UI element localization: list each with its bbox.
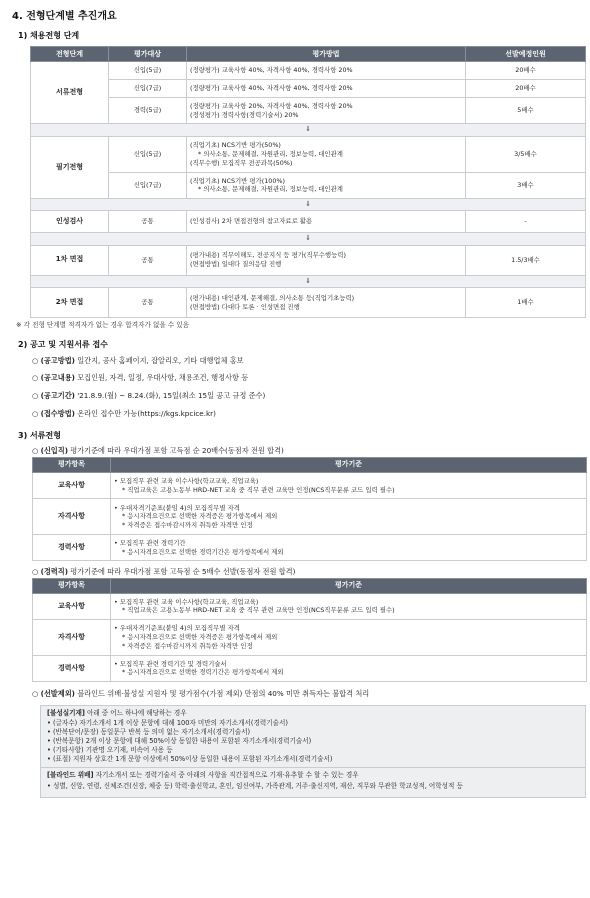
criteria-item: 자격사항 bbox=[33, 499, 111, 535]
stage-method: (평가내용) 직무이해도, 전공지식 등 평가(직무수행능력) (면접방법) 일대다 질의응답 진행 bbox=[187, 245, 466, 275]
arrow-down-icon: ⇓ bbox=[31, 233, 586, 245]
table-row bbox=[33, 655, 587, 681]
notice-item: ○ (접수방법) 온라인 접수만 가능(https://kgs.kpcice.kr) bbox=[32, 408, 216, 418]
stage-label: 서류전형 bbox=[31, 62, 109, 124]
table-row bbox=[33, 593, 587, 619]
criteria-item: 자격사항 bbox=[33, 619, 111, 655]
section-heading-stages: 1) 채용전형 단계 bbox=[18, 30, 80, 40]
criteria-item: 교육사항 bbox=[33, 593, 111, 619]
criteria-table-new bbox=[32, 457, 587, 561]
stage-label: 2차 면접 bbox=[31, 288, 109, 318]
table-row bbox=[31, 288, 586, 318]
table-row bbox=[31, 211, 586, 233]
table-row bbox=[33, 473, 587, 499]
criteria-text: • 모집직무 관련 경력기간 * 응시자격요건으로 선택한 경력기간은 평가항목에서 제외 bbox=[111, 535, 587, 561]
table-row bbox=[31, 136, 586, 172]
stage-count: - bbox=[466, 211, 586, 233]
criteria-item: 경력사항 bbox=[33, 655, 111, 681]
insincere-section: [불성실기재] 아래 중 어느 하나에 해당하는 경우 • (글자수) 자기소개서 1개 이상 문항에 대해 100자 미만의 자기소개서(경력기술서) • (반복단어/문장) 동일문구 반복 등 의미 없는 자기소개서(경력기술서) • (반복문항) 2개 이상 문항에 대해 50%이상 동일한 내용이 포함된 자기소개서(경력기술서) • (기타사항) 기관명 오기재, 비속어 사용 등 • (표절) 지원자 상호간 1개 문항 이상에서 50%이상 동일한 내용이 포함된 자기소개서(경력기술서) bbox=[47, 708, 333, 764]
stage-method: (평가내용) 대인관계, 문제해결, 의사소통 등(직업기초능력) (면접방법) 다대다 토론 · 인성면접 진행 bbox=[187, 288, 466, 318]
notice-item: ○ (공고기간) '21.8.9.(월) ~ 8.24.(화), 15일(최소 15일 공고 규정 준수) bbox=[32, 391, 266, 401]
criteria-table-exp bbox=[32, 578, 587, 682]
criteria-text: • 우대자격기준표(붙임 4)의 모집직무별 자격 * 응시자격요건으로 선택한 자격증은 평가항목에서 제외 * 자격증은 접수마감시까지 취득한 자격만 인정 bbox=[111, 619, 587, 655]
criteria-text: • 우대자격기준표(붙임 4)의 모집직무별 자격 * 응시자격요건으로 선택한 자격증은 평가항목에서 제외 * 자격증은 접수마감시까지 취득한 자격만 인정 bbox=[111, 499, 587, 535]
criteria-intro-exp: ○ (경력직) 평가기준에 따라 우대가점 포함 고득점 순 5배수 선발(동점자 전원 합격) bbox=[32, 567, 296, 577]
col-header: 평가방법 bbox=[187, 47, 466, 62]
criteria-text: • 모집직무 관련 교육 이수사항(학교교육, 직업교육) * 직업교육은 고용노동부 HRD-NET 교육 중 직무 관련 교육만 인정(NCS직무분류 코드 입력 필수) bbox=[111, 593, 587, 619]
notice-item: ○ (공고내용) 모집인원, 자격, 일정, 우대사항, 채용조건, 행정사항 등 bbox=[32, 373, 249, 383]
col-header: 평가대상 bbox=[109, 47, 187, 62]
blind-section: [블라인드 위배] 자기소개서 또는 경력기술서 중 아래의 사항을 직간접적으로 기재·유추할 수 할 수 있는 경우 • 성별, 신앙, 연령, 신체조건(신장, 체중 등) 학력·출신학교, 혼인, 임신여부, 가족관계, 거주·출신지역, 재산, 직무와 무관한 학교성적, 어학성적 등 bbox=[47, 770, 463, 790]
stage-method: (정량평가) 교육사항 20%, 자격사항 40%, 경력사항 20% (정성평가) 경력사항(경력기술서) 20% bbox=[187, 98, 466, 124]
table-row bbox=[31, 80, 586, 98]
stage-target: 신입(7급) bbox=[109, 80, 187, 98]
stage-label: 필기전형 bbox=[31, 136, 109, 198]
col-header: 평가항목 bbox=[33, 458, 111, 473]
stage-target: 공통 bbox=[109, 211, 187, 233]
stage-table bbox=[30, 46, 586, 318]
stage-target: 경력(5급) bbox=[109, 98, 187, 124]
criteria-text: • 모집직무 관련 경력기간 및 경력기술서 * 응시자격요건으로 선택한 경력기간은 평가항목에서 제외 bbox=[111, 655, 587, 681]
stage-target: 공통 bbox=[109, 245, 187, 275]
stage-count: 1배수 bbox=[466, 288, 586, 318]
table-row bbox=[31, 172, 586, 198]
stage-method: (직업기초) NCS기반 평가(50%) * 의사소통, 문제해결, 자원관리, 정보능력, 대인관계 (직무수행) 모집직무 전공과목(50%) bbox=[187, 136, 466, 172]
stage-target: 신입(5급) bbox=[109, 136, 187, 172]
stage-method: (직업기초) NCS기반 평가(100%) * 의사소통, 문제해결, 자원관리, 정보능력, 대인관계 bbox=[187, 172, 466, 198]
stage-target: 신입(5급) bbox=[109, 62, 187, 80]
stage-target: 공통 bbox=[109, 288, 187, 318]
stage-method: (정량평가) 교육사항 40%, 자격사항 40%, 경력사항 20% bbox=[187, 80, 466, 98]
exclusion-box bbox=[40, 705, 586, 798]
stage-count: 5배수 bbox=[466, 98, 586, 124]
exclude-rule: ○ (선발제외) 블라인드 위배·불성실 지원자 및 평가점수(가점 제외) 만점의 40% 미만 취득자는 불합격 처리 bbox=[32, 688, 370, 698]
stage-count: 20배수 bbox=[466, 80, 586, 98]
stage-target: 신입(7급) bbox=[109, 172, 187, 198]
stage-method: (정량평가) 교육사항 40%, 자격사항 40%, 경력사항 20% bbox=[187, 62, 466, 80]
section-heading-notice: 2) 공고 및 지원서류 접수 bbox=[18, 339, 108, 349]
stage-count: 3배수 bbox=[466, 172, 586, 198]
col-header: 평가기준 bbox=[111, 578, 587, 593]
table-row bbox=[33, 535, 587, 561]
stage-label: 인성검사 bbox=[31, 211, 109, 233]
criteria-item: 교육사항 bbox=[33, 473, 111, 499]
table-row bbox=[31, 245, 586, 275]
arrow-down-icon: ⇓ bbox=[31, 198, 586, 210]
col-header: 평가항목 bbox=[33, 578, 111, 593]
arrow-down-icon: ⇓ bbox=[31, 124, 586, 136]
stage-count: 1.5/3배수 bbox=[466, 245, 586, 275]
stage-count: 3/5배수 bbox=[466, 136, 586, 172]
stage-label: 1차 면접 bbox=[31, 245, 109, 275]
notice-item: ○ (공고방법) 일간지, 공사 홈페이지, 잡알리오, 기타 대행업체 홍보 bbox=[32, 355, 244, 365]
page-title: 4. 전형단계별 추진개요 bbox=[12, 11, 117, 22]
table-row bbox=[33, 619, 587, 655]
col-header: 전형단계 bbox=[31, 47, 109, 62]
table-row bbox=[33, 499, 587, 535]
arrow-down-icon: ⇓ bbox=[31, 275, 586, 287]
stage-count: 20배수 bbox=[466, 62, 586, 80]
stage-note: ※ 각 전형 단계별 적격자가 없는 경우 합격자가 없을 수 있음 bbox=[16, 321, 189, 330]
criteria-intro-new: ○ (신입직) 평가기준에 따라 우대가점 포함 고득점 순 20배수(동점자 전원 합격) bbox=[32, 446, 284, 456]
table-row bbox=[31, 62, 586, 80]
criteria-item: 경력사항 bbox=[33, 535, 111, 561]
section-heading-document-screening: 3) 서류전형 bbox=[18, 430, 61, 440]
col-header: 평가기준 bbox=[111, 458, 587, 473]
criteria-text: • 모집직무 관련 교육 이수사항(학교교육, 직업교육) * 직업교육은 고용노동부 HRD-NET 교육 중 직무 관련 교육만 인정(NCS직무분류 코드 입력 필수) bbox=[111, 473, 587, 499]
table-row bbox=[31, 98, 586, 124]
stage-method: (인성검사) 2차 면접전형의 참고자료로 활용 bbox=[187, 211, 466, 233]
col-header: 선발예정인원 bbox=[466, 47, 586, 62]
